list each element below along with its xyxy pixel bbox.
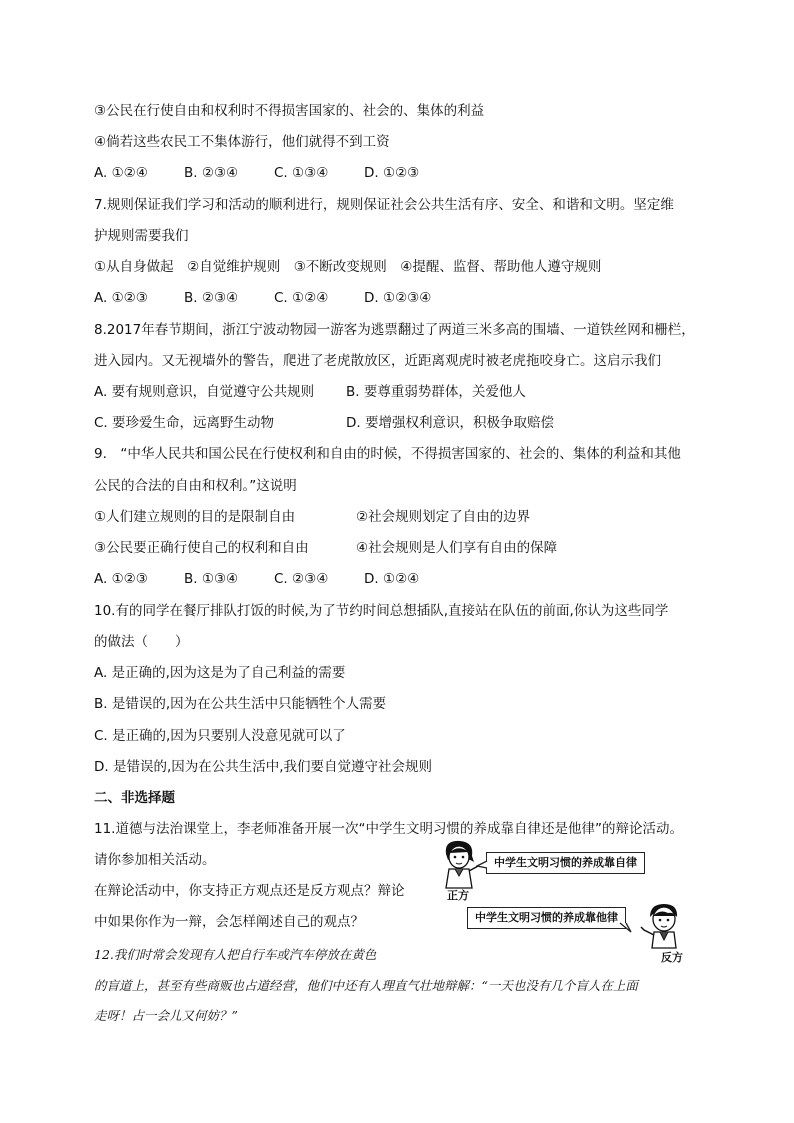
q12-line1: 12.我们时常会发现有人把自行车或汽车停放在黄色 (94, 947, 377, 962)
q6-statement-4: ④倘若这些农民工不集体游行，他们就得不到工资 (94, 134, 390, 150)
q7-option-a: A. ①②③ (94, 290, 148, 306)
con-student-illustration (638, 900, 688, 950)
q7-statements: ①从自身做起 ②自觉维护规则 ③不断改变规则 ④提醒、监督、帮助他人遵守规则 (94, 259, 602, 275)
q9-option-b: B. ①③④ (184, 571, 239, 587)
q8-options-row1 (94, 383, 526, 401)
con-speech-bubble: 中学生文明习惯的养成靠他律 (467, 907, 626, 929)
q9-statement-4: ④社会规则是人们享有自由的保障 (356, 540, 558, 556)
q12-line3: 走呀！占一会儿又何妨？” (94, 1008, 238, 1023)
q6-option-b: B. ②③④ (184, 165, 239, 181)
q9-statement-1: ①人们建立规则的目的是限制自由 (94, 509, 296, 525)
q7-stem-line1: 7.规则保证我们学习和活动的顺利进行，规则保证社会公共生活有序、安全、和谐和文明。坚定维 (94, 197, 674, 213)
q9-statements-row1 (94, 508, 530, 526)
q8-option-a: A. 要有规则意识，自觉遵守公共规则 (94, 384, 315, 400)
q6-option-a: A. ①②④ (94, 165, 148, 181)
q9-option-d: D. ①②④ (364, 571, 420, 587)
con-label: 反方 (661, 951, 683, 964)
q12-line2: 的盲道上，甚至有些商贩也占道经营，他们中还有人理直气壮地辩解：“一天也没有几个盲人在上面 (94, 978, 638, 993)
pro-bubble-tail (476, 860, 488, 870)
q9-stem-line2: 公民的合法的自由和权利。”这说明 (94, 478, 297, 494)
q6-statement-3: ③公民在行使自由和权利时不得损害国家的、社会的、集体的利益 (94, 103, 485, 119)
q10-stem-line1: 10.有的同学在餐厅排队打饭的时候,为了节约时间总想插队,直接站在队伍的前面,你认为这些同学 (94, 603, 669, 619)
q7-options (94, 289, 431, 307)
q8-options-row2 (94, 414, 554, 432)
pro-label: 正方 (447, 889, 469, 902)
q10-option-a: A. 是正确的,因为这是为了自己利益的需要 (94, 665, 346, 681)
q11-line1: 11.道德与法治课堂上，李老师准备开展一次“中学生文明习惯的养成靠自律还是他律”的辩论活动。 (94, 821, 683, 837)
q9-option-a: A. ①②③ (94, 571, 148, 587)
q10-option-b: B. 是错误的,因为在公共生活中只能牺牲个人需要 (94, 696, 387, 712)
q9-option-c: C. ②③④ (274, 571, 329, 587)
q10-option-c: C. 是正确的,因为只要别人没意见就可以了 (94, 728, 346, 744)
q9-options (94, 570, 419, 588)
q8-option-c: C. 要珍爱生命，远离野生动物 (94, 415, 275, 431)
pro-speech-bubble: 中学生文明习惯的养成靠自律 (486, 852, 645, 874)
q8-stem-line2: 进入园内。又无视墙外的警告，爬进了老虎散放区，近距离观虎时被老虎拖咬身亡。这启示我们 (94, 353, 661, 369)
q9-statements-row2 (94, 539, 557, 557)
q11-line2: 请你参加相关活动。 (94, 852, 216, 868)
q7-option-d: D. ①②③④ (364, 290, 432, 306)
q8-option-b: B. 要尊重弱势群体，关爱他人 (346, 384, 526, 400)
q7-stem-line2: 护规则需要我们 (94, 228, 189, 244)
q6-option-c: C. ①③④ (274, 165, 329, 181)
con-bubble-tail (619, 922, 633, 934)
q7-option-b: B. ②③④ (184, 290, 239, 306)
q6-options (94, 164, 419, 182)
q9-stem-line1: 9. “中华人民共和国公民在行使权利和自由的时候，不得损害国家的、社会的、集体的利益和其他 (94, 446, 681, 462)
q7-option-c: C. ①②④ (274, 290, 329, 306)
q11-line4: 中如果你作为一辩，会怎样阐述自己的观点？ (94, 914, 364, 930)
section-title: 二、非选择题 (94, 790, 175, 806)
q10-option-d: D. 是错误的,因为在公共生活中,我们要自觉遵守社会规则 (94, 759, 433, 775)
q10-stem-line2: 的做法（ ） (94, 634, 189, 650)
q6-option-d: D. ①②③ (364, 165, 420, 181)
q8-option-d: D. 要增强权利意识，积极争取赔偿 (346, 415, 554, 431)
q9-statement-2: ②社会规则划定了自由的边界 (356, 509, 531, 525)
q9-statement-3: ③公民要正确行使自己的权利和自由 (94, 540, 309, 556)
q8-stem-line1: 8.2017年春节期间，浙江宁波动物园一游客为逃票翻过了两道三米多高的围墙、一道铁丝网和栅栏， (94, 322, 695, 338)
q11-line3: 在辩论活动中，你支持正方观点还是反方观点？辩论 (94, 883, 405, 899)
